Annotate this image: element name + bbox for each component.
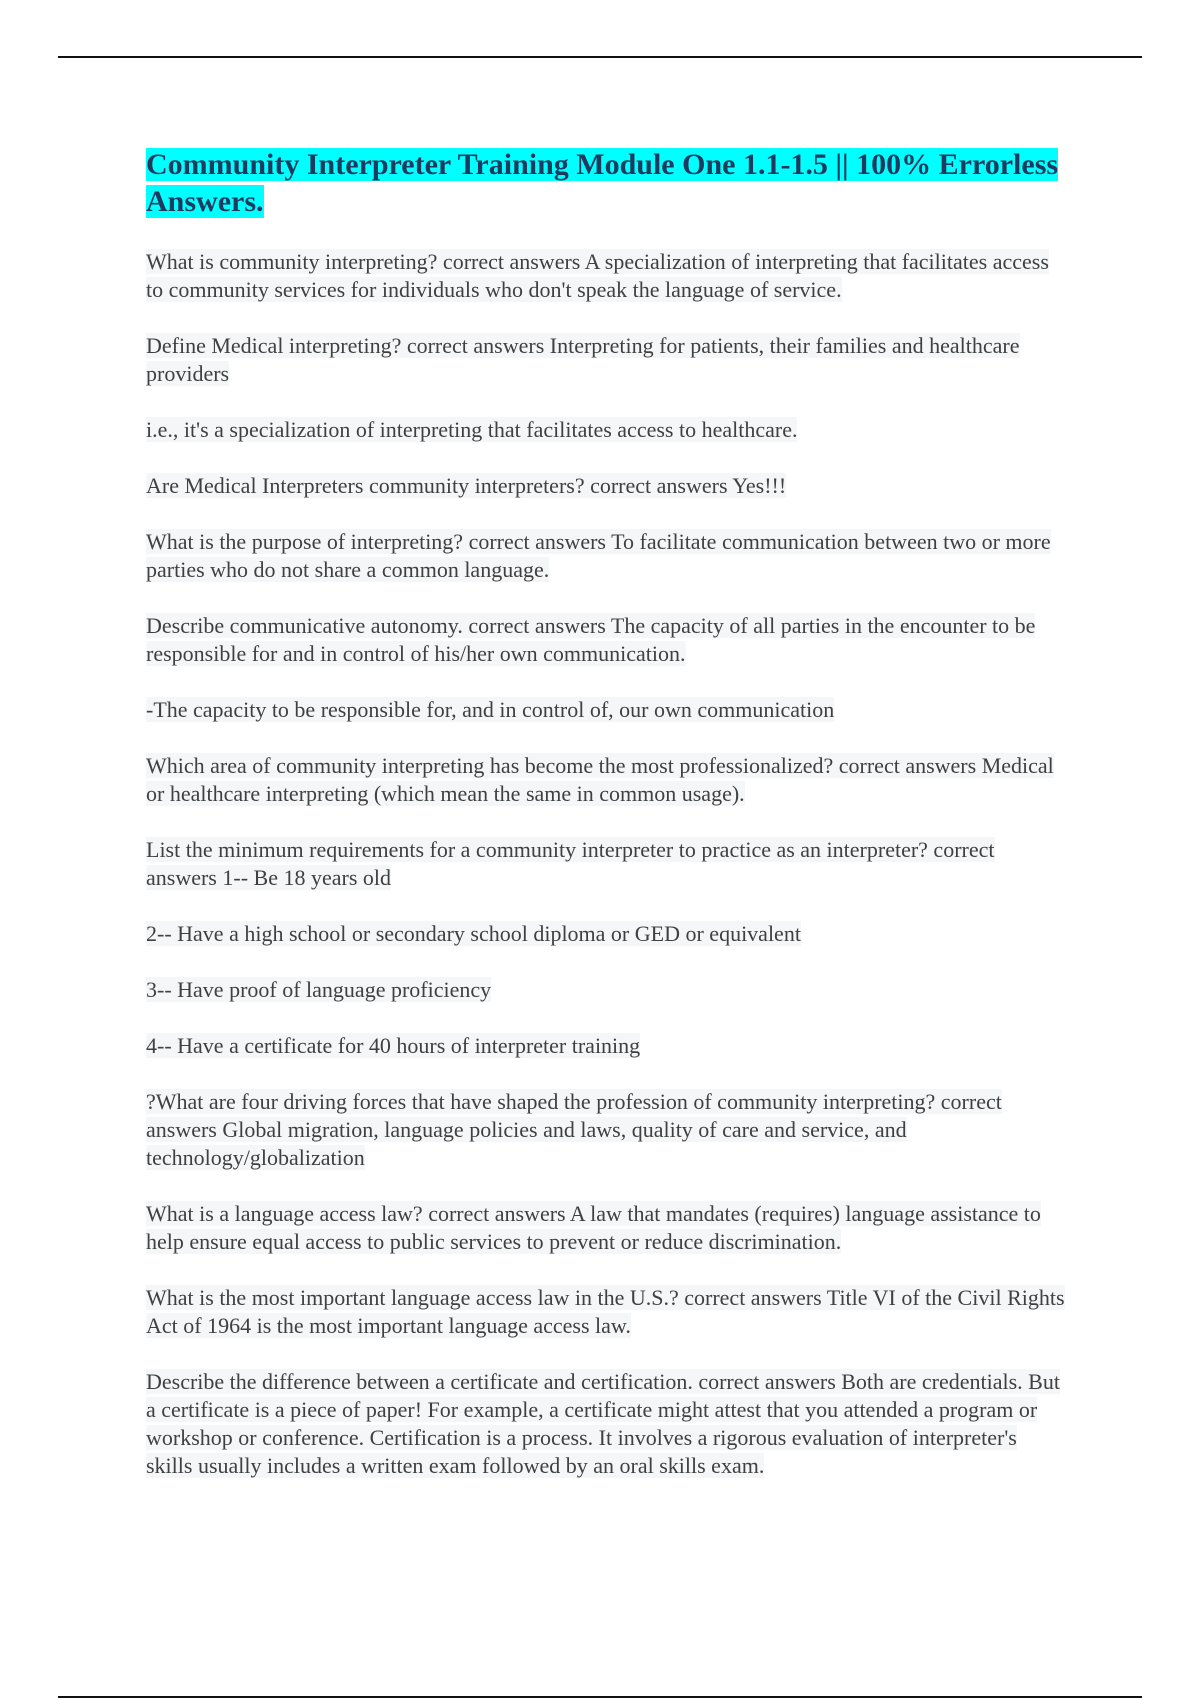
- document-title-text: Community Interpreter Training Module One 1.1-1.5 || 100% Errorless Answers.: [146, 148, 1059, 218]
- paragraph: Describe communicative autonomy. correct answers The capacity of all parties in the encounter to be responsible for and in control of his/her own communication.: [146, 613, 1036, 666]
- paragraph: What is the most important language access law in the U.S.? correct answers Title VI of the Civil Rights Act of 1964 is the most important language access law.: [146, 1285, 1065, 1338]
- paragraph: What is the purpose of interpreting? correct answers To facilitate communication between two or more parties who do not share a common language.: [146, 529, 1051, 582]
- paragraph: i.e., it's a specialization of interpreting that facilitates access to healthcare.: [146, 417, 798, 442]
- paragraph: 4-- Have a certificate for 40 hours of interpreter training: [146, 1033, 641, 1058]
- paragraph: Which area of community interpreting has become the most professionalized? correct answers Medical or healthcare interpreting (which mean the same in common usage).: [146, 753, 1054, 806]
- header-rule: [58, 56, 1142, 58]
- paragraph: List the minimum requirements for a community interpreter to practice as an interpreter? correct answers 1-- Be 18 years old: [146, 837, 995, 890]
- document-body: [146, 146, 1066, 1508]
- paragraph: -The capacity to be responsible for, and in control of, our own communication: [146, 697, 835, 722]
- paragraph: 3-- Have proof of language proficiency: [146, 977, 492, 1002]
- footer-rule: [58, 1696, 1142, 1698]
- document-title: [146, 146, 1066, 220]
- paragraph: What is a language access law? correct answers A law that mandates (requires) language assistance to help ensure equal access to public services to prevent or reduce discrimination.: [146, 1201, 1041, 1254]
- paragraph: 2-- Have a high school or secondary school diploma or GED or equivalent: [146, 921, 801, 946]
- paragraph: What is community interpreting? correct answers A specialization of interpreting that facilitates access to community services for individuals who don't speak the language of service.: [146, 249, 1049, 302]
- paragraph: ?What are four driving forces that have shaped the profession of community interpreting? correct answers Global migration, language policies and laws, quality of care and service, and technology/globalization: [146, 1089, 1002, 1170]
- paragraph: Define Medical interpreting? correct answers Interpreting for patients, their families and healthcare providers: [146, 333, 1020, 386]
- paragraph: Describe the difference between a certificate and certification. correct answers Both are credentials. But a certificate is a piece of paper! For example, a certificate might attest that you attended a program or workshop or conference. Certification is a process. It involves a rigorous evaluation of interpreter's skills usually includes a written exam followed by an oral skills exam.: [146, 1369, 1060, 1478]
- paragraph: Are Medical Interpreters community interpreters? correct answers Yes!!!: [146, 473, 787, 498]
